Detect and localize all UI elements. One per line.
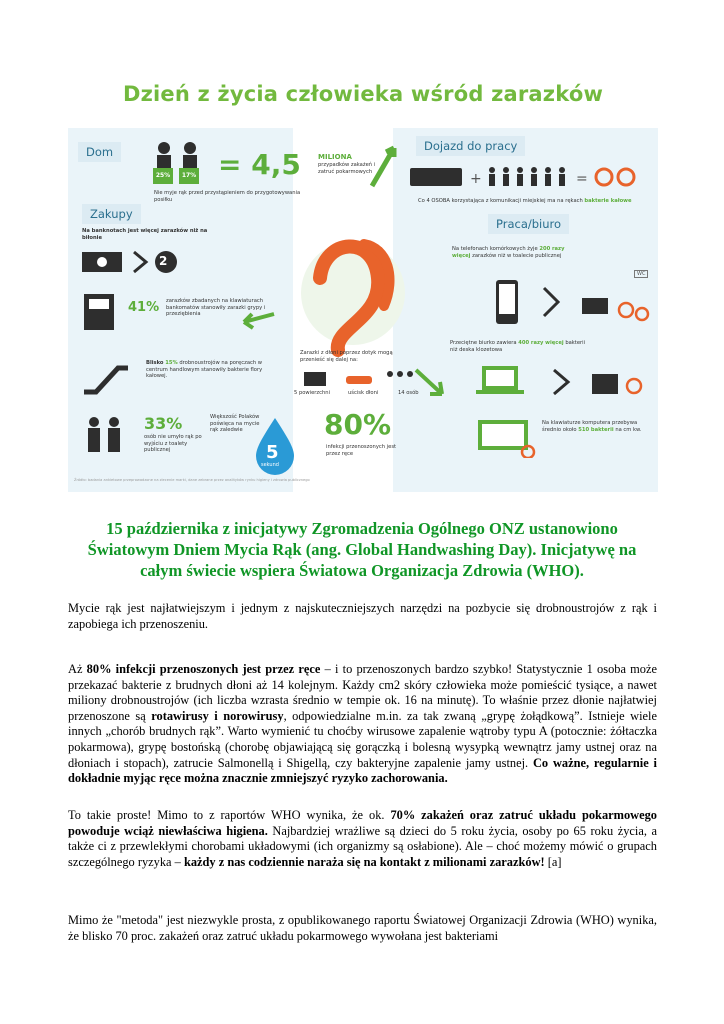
atm-pct: 41% (128, 300, 160, 315)
shake-label-2: uścisk dłoni (348, 390, 379, 396)
seconds-unit: sekund (261, 462, 279, 468)
escalator-text: Blisko 15% drobnoustrojów na poręczach w centrum handlowym stanowiły bakterie flory kałowej. (146, 360, 263, 379)
infection-pct: 80% (324, 408, 392, 441)
phone-wc-icons (492, 278, 652, 330)
coin-number: 2 (159, 254, 168, 268)
infographic-footnote: Źródło: badania ankietowe przeprowadzone na zlecenie marki, dane zebrane przez analityków rynku higieny i zdrowia publicznego (74, 478, 310, 482)
section-zakupy-header: Zakupy (82, 204, 141, 224)
section-praca-header: Praca/biuro (488, 214, 569, 234)
handshake-icons (300, 368, 420, 390)
dom-big-number: = 4,5 (218, 148, 301, 181)
atm-icon (82, 292, 116, 332)
paragraph-1: Mycie rąk jest najłatwiejszym i jednym z najskuteczniejszych narzędzi na pozbycie się drobnoustrojów z rąk i zapobiega ich przenoszeniu. (68, 601, 657, 631)
atm-text: zarazków zbadanych na klawiaturach bankomatów stanowiły zarazki grypy i przeziębienia (166, 298, 266, 317)
svg-text:+: + (470, 171, 482, 187)
infection-text: infekcji przenoszonych jest przez ręce (326, 444, 397, 457)
computer-icon (472, 418, 538, 458)
banknotes-text: Na banknotach jest więcej zarazków niż na biłonie (82, 228, 208, 241)
escalator-icon (82, 360, 130, 396)
document-heading: 15 października z inicjatywy Zgromadzenia Ogólnego ONZ ustanowiono Światowym Dniem Mycia Rąk (ang. Global Handwashing Day). Inicjatywę na całym świecie wspiera Światowa Organizacja Zdrowia (WHO). (87, 519, 637, 580)
wc-text: osób nie umyło rąk po wyjściu z toalety publicznej (144, 434, 202, 453)
infographic-title: Dzień z życia człowieka wśród zarazków (122, 82, 604, 106)
dom-big-unit: MILIONA (318, 153, 352, 161)
paragraph-3: To takie proste! Mimo to z raportów WHO wynika, że ok. 70% zakażeń oraz zatruć układu pokarmowego powoduje wciąż niewłaściwa higiena. Najbardziej wrażliwe są dzieci do 5 roku życia, osoby po 65 roku życia, a także ci z przewlekłymi chorobami układowymi (ich organizmy są osłabione). Ale – choć możemy mówić o grupach szczególnego ryzyka – każdy z nas codziennie naraża się na kontakt z milionami zarazków! [a] (68, 808, 658, 869)
dom-note: Nie myje rąk przed przystąpieniem do przygotowywania posiłku (154, 190, 301, 203)
dojazd-note: Co 4 OSOBA korzystająca z komunikacji miejskiej ma na rękach bakterie kałowe (418, 198, 632, 204)
pct-badge-a: 25% (153, 168, 173, 184)
people-icon (146, 138, 210, 194)
laptop-toilet-icons (468, 364, 652, 404)
green-arrow-left-icon (236, 304, 276, 334)
pct-badge-b: 17% (179, 168, 199, 184)
wc-people-icon (80, 412, 128, 456)
seconds-number: 5 (266, 442, 279, 463)
shake-label-3: 14 osób (398, 390, 419, 396)
svg-text:=: = (576, 171, 588, 187)
wc-pct: 33% (144, 414, 183, 433)
arrow-icon (368, 140, 402, 190)
shake-text: Zarazki z dłoni poprzez dotyk mogą przenieść się dalej na: (300, 350, 393, 363)
shake-label-1: 5 powierzchni (294, 390, 331, 396)
keyboard-text: Na klawiaturze komputera przebywa średnio około 510 bakterii na cm kw. (542, 420, 642, 433)
section-dom-header: Dom (78, 142, 121, 162)
majority-text: Większość Polaków poświęca na mycie rąk zaledwie (210, 414, 260, 433)
dom-caption: przypadków zakażeń i zatruć pokarmowych (318, 162, 376, 175)
commute-icons (408, 164, 653, 194)
infographic (68, 68, 658, 492)
bacteria-icon (298, 218, 408, 368)
section-dojazd-header: Dojazd do pracy (416, 136, 525, 156)
desk-text: Przeciętne biurko zawiera 400 razy więcej bakterii niż deska klozetowa (450, 340, 586, 353)
wc-sign: WC (634, 270, 648, 278)
paragraph-4: Mimo że "metoda" jest niezwykle prosta, z opublikowanego raportu Światowej Organizacji Zdrowia (WHO) wynika, że blisko 70 proc. zakażeń oraz zatruć układu pokarmowego wywołana jest bakteriami (68, 913, 657, 943)
paragraph-2: Aż 80% infekcji przenoszonych jest przez ręce – i to przenoszonych bardzo szybko! Statystycznie 1 osoba może przekazać bakterie z brudnych dłoni aż 14 kolejnym. Każdy cm2 skóry człowieka może pomieścić tysiące, a nawet miliony drobnoustrojów (ich liczba wzrasta średnio w tempie ok. 16 na minutę). To właśnie przez dłonie najłatwiej przenoszone są rotawirusy i norowirusy, odpowiedzialne m.in. za tak zwaną „grypę żołądkową”. Istnieje wiele innych „chorób brudnych rąk”. Warto wymienić tu choćby wirusowe zapalenie wątroby typu A (potocznie: żółtaczka pokarmowa), grypę bostońską (chorobę objawiającą się gorączką i bolesną wysypką wewnątrz jamy ustnej oraz na dłoniach i stopach), zatrucie Salmonellą i Shigellą, czy bakteryjne zapalenie jamy ustnej. Co ważne, regularnie i dokładnie myjąc ręce można znacznie zmniejszyć ryzyko zachorowania. (68, 662, 658, 786)
phone-text: Na telefonach komórkowych żyje 200 razy więcej zarazków niż w toalecie publicznej (452, 246, 565, 259)
